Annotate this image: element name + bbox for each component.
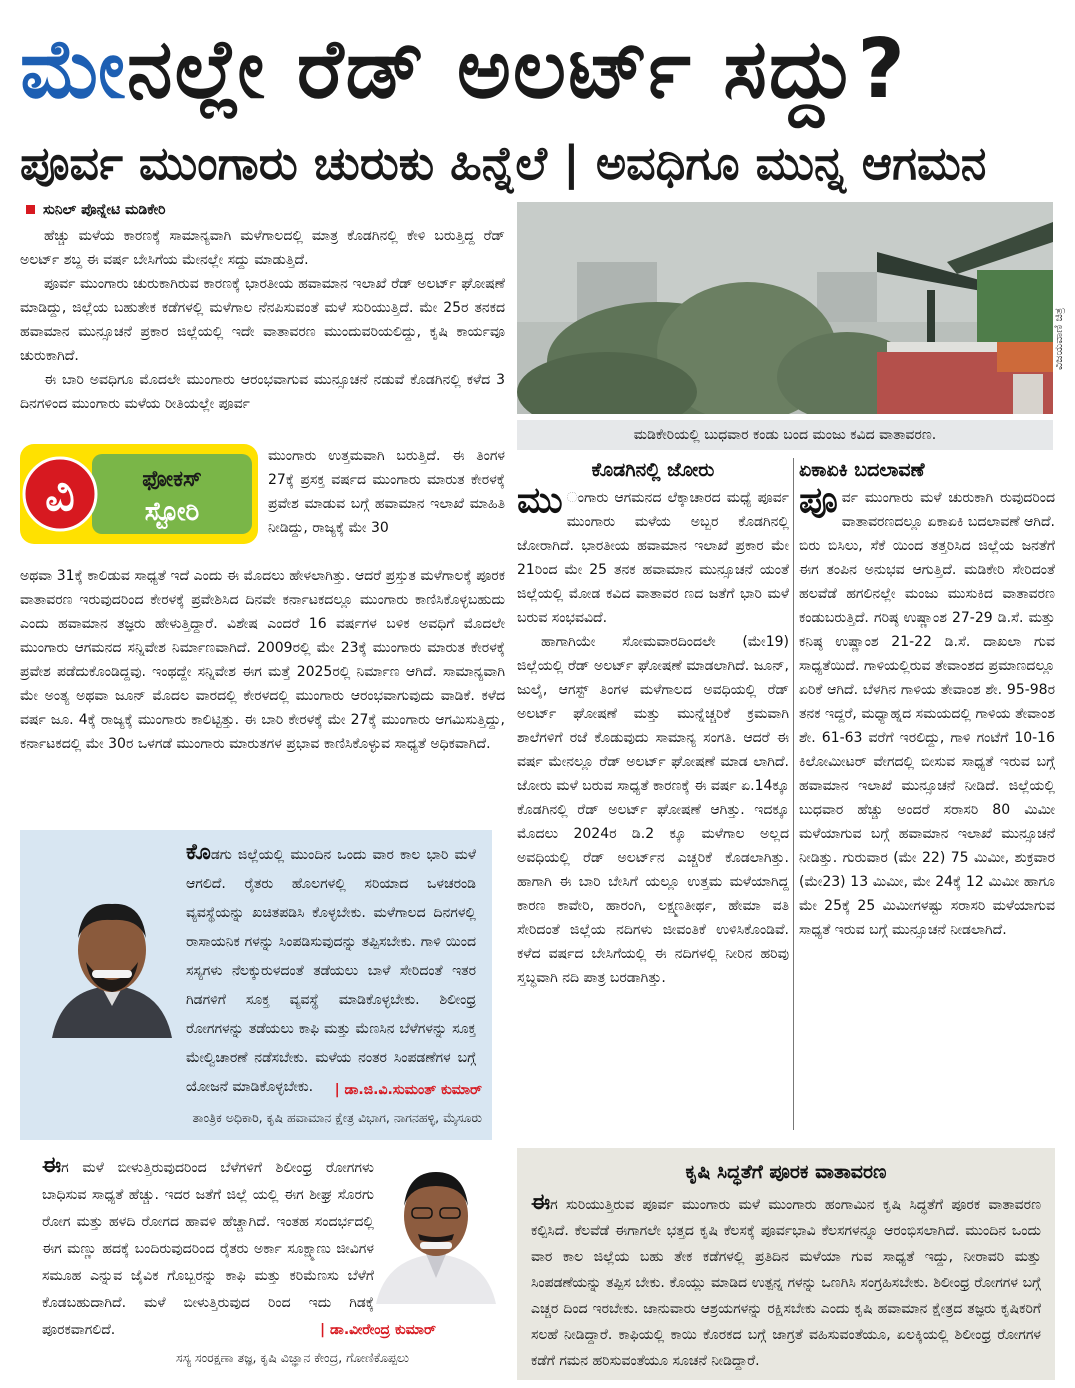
- expert-text-1: [36, 838, 476, 1102]
- byline-text: ಸುನಿಲ್ ಪೊನ್ನೇಟಿ ಮಡಿಕೇರಿ: [43, 202, 166, 218]
- agri-paragraph: ಗ ಸುರಿಯುತ್ತಿರುವ ಪೂರ್ವ ಮುಂಗಾರು ಮಳೆ ಮುಂಗಾರು ಹಂಗಾಮಿನ ಕೃಷಿ ಸಿದ್ಧತೆಗೆ ಪೂರಕ ವಾತಾವರಣ ಕಲ್ಪಿಸಿದೆ. ಕೆಲವೆಡೆ ಈಗಾಗಲೇ ಭತ್ತದ ಕೃಷಿ ಕೆಲಸಕ್ಕೆ ಪೂರ್ವಭಾವಿ ಕೆಲಸಗಳನ್ನೂ ಆರಂಭಿಸಲಾಗಿದೆ. ಮುಂದಿನ ಒಂದು ವಾರ ಕಾಲ ಜಿಲ್ಲೆಯ ಬಹು ತೇಕ ಕಡೆಗಳಲ್ಲಿ ಪ್ರತಿದಿನ ಮಳೆಯಾ ಗುವ ಸಾಧ್ಯತೆ ಇದ್ದು, ನೀರಾವರಿ ಮತ್ತು ಸಿಂಪಡಣೆಯನ್ನು ತಪ್ಪಿಸ ಬೇಕು. ಕೊಯ್ಲು ಮಾಡಿದ ಉತ್ಪನ್ನ ಗಳನ್ನು ಒಣಗಿಸಿ ಸಂಗ್ರಹಿಸಬೇಕು. ಶಿಲೀಂಧ್ರ ರೋಗಗಳ ಬಗ್ಗೆ ಎಚ್ಚರ ದಿಂದ ಇರಬೇಕು. ಜಾನುವಾರು ಆಶ್ರಯಗಳನ್ನು ರಕ್ಷಿಸಬೇಕು ಎಂದು ಕೃಷಿ ಹವಾಮಾನ ಕ್ಷೇತ್ರದ ತಜ್ಞರು ಕೃಷಿಕರಿಗೆ ಸಲಹೆ ನೀಡಿದ್ದಾರೆ. ಕಾಫಿಯಲ್ಲಿ ಕಾಯಿ ಕೊರಕದ ಬಗ್ಗೆ ಜಾಗ್ರತೆ ವಹಿಸುವಂತೆಯೂ, ಏಲಕ್ಕಿಯಲ್ಲಿ ಶಿಲೀಂಧ್ರ ರೋಗಗಳ ಕಡೆಗೆ ಗಮನ ಹರಿಸುವಂತೆಯೂ ಸೂಚನೆ ನೀಡಿದ್ದಾರೆ.: [531, 1197, 1041, 1369]
- expert-box-2: [20, 1148, 500, 1380]
- main-article-top: [20, 224, 505, 416]
- drop-cap: ಮು: [517, 480, 563, 521]
- agri-text: [517, 1188, 1055, 1374]
- headline-highlight: ಮೇ: [20, 22, 127, 117]
- photo-caption: ಮಡಿಕೇರಿಯಲ್ಲಿ ಬುಧವಾರ ಕಂಡು ಬಂದ ಮಂಜು ಕವಿದ ವಾತಾವರಣ.: [517, 420, 1053, 450]
- byline: [26, 202, 166, 218]
- focus-story-badge: [20, 444, 258, 544]
- lead-letter: ಈ: [531, 1190, 551, 1215]
- article-column-kodagu: [517, 456, 789, 990]
- lead-letter: ಕೊ: [186, 840, 211, 865]
- main-paragraph: ಮುಂಗಾರು ಉತ್ತಮವಾಗಿ ಬರುತ್ತಿದೆ. ಈ ತಿಂಗಳ 27ಕ್ಕೆ ಪ್ರಸಕ್ತ ವರ್ಷದ ಮುಂಗಾರು ಮಾರುತ ಕೇರಳಕ್ಕೆ ಪ್ರವೇಶ ಮಾಡುವ ಬಗ್ಗೆ ಹವಾಮಾನ ಇಲಾಖೆ ಮಾಹಿತಿ ನೀಡಿದ್ದು, ರಾಜ್ಯಕ್ಕೆ ಮೇ 30: [268, 448, 505, 536]
- lead-letter: ಈ: [42, 1153, 62, 1178]
- person-portrait: [372, 1154, 500, 1304]
- photo-illustration: [517, 202, 1053, 414]
- expert-advice: ಗ ಮಳೆ ಬೀಳುತ್ತಿರುವುದರಿಂದ ಬೆಳೆಗಳಿಗೆ ಶಿಲೀಂಧ್ರ ರೋಗಗಳು ಬಾಧಿಸುವ ಸಾಧ್ಯತೆ ಹೆಚ್ಚು. ಇದರ ಜತೆಗೆ ಜಿಲ್ಲೆ ಯಲ್ಲಿ ಈಗ ಶೀಘ್ರ ಸೊರಗು ರೋಗ ಮತ್ತು ಹಳದಿ ರೋಗದ ಹಾವಳಿ ಹೆಚ್ಚಾಗಿದೆ. ಇಂತಹ ಸಂದರ್ಭದಲ್ಲಿ ಈಗ ಮಣ್ಣು ಹದಕ್ಕೆ ಬಂದಿರುವುದರಿಂದ ರೈತರು ಅರ್ಕಾ ಸೂಕ್ಷ್ಮಾಣು ಜೀವಿಗಳ ಸಮೂಹ ಎನ್ನುವ ಜೈವಿಕ ಗೊಬ್ಬರನ್ನು ಕಾಫಿ ಮತ್ತು ಕರಿಮೆಣಸು ಬೆಳೆಗೆ ಕೊಡಬಹುದಾಗಿದೆ. ಮಳೆ ಬೀಳುತ್ತಿರುವುದ ರಿಂದ ಇದು ಗಿಡಕ್ಕೆ ಪೂರಕವಾಗಲಿದೆ.: [42, 1160, 374, 1338]
- agri-heading: ಕೃಷಿ ಸಿದ್ಧತೆಗೆ ಪೂರಕ ವಾತಾವರಣ: [685, 1161, 887, 1183]
- expert-advice: ಡಗು ಜಿಲ್ಲೆಯಲ್ಲಿ ಮುಂದಿನ ಒಂದು ವಾರ ಕಾಲ ಭಾರಿ ಮಳೆ ಆಗಲಿದೆ. ರೈತರು ಹೊಲಗಳಲ್ಲಿ ಸರಿಯಾದ ಒಳಚರಂಡಿ ವ್ಯವಸ್ಥೆಯನ್ನು ಖಚಿತಪಡಿಸಿ ಕೊಳ್ಳಬೇಕು. ಮಳೆಗಾಲದ ದಿನಗಳಲ್ಲಿ ರಾಸಾಯನಿಕ ಗಳನ್ನು ಸಿಂಪಡಿಸುವುದನ್ನು ತಪ್ಪಿಸಬೇಕು. ಗಾಳಿ ಯಿಂದ ಸಸ್ಯಗಳು ನೆಲಕ್ಕುರುಳದಂತೆ ತಡೆಯಲು ಬಾಳೆ ಸೇರಿದಂತೆ ಇತರ ಗಿಡಗಳಿಗೆ ಸೂಕ್ತ ವ್ಯವಸ್ಥೆ ಮಾಡಿಕೊಳ್ಳಬೇಕು. ಶಿಲೀಂಧ್ರ ರೋಗಗಳನ್ನು ತಡೆಯಲು ಕಾಫಿ ಮತ್ತು ಮೆಣಸಿನ ಬೆಳೆಗಳನ್ನು ಸೂಕ್ತ ಮೇಲ್ವಿಚಾರಣೆ ನಡೆಸಬೇಕು. ಮಳೆಯ ನಂತರ ಸಿಂಪಡಣೆಗಳ ಬಗ್ಗೆ ಯೋಜನೆ ಮಾಡಿಕೊಳ್ಳಬೇಕು.: [186, 847, 476, 1095]
- red-square-icon: [26, 205, 35, 214]
- column-heading: ಏಕಾಏಕಿ ಬದಲಾವಣೆ: [799, 459, 925, 481]
- column-text: ಹಾಗಾಗಿಯೇ ಸೋಮವಾರದಿಂದಲೇ (ಮೇ19) ಜಿಲ್ಲೆಯಲ್ಲಿ ರೆಡ್ ಅಲರ್ಟ್ ಘೋಷಣೆ ಮಾಡಲಾಗಿದೆ. ಜೂನ್, ಜುಲೈ, ಆಗಸ್ಟ್ ತಿಂಗಳ ಮಳೆಗಾಲದ ಅವಧಿಯಲ್ಲಿ ರೆಡ್ ಅಲರ್ಟ್ ಘೋಷಣೆ ಮತ್ತು ಮುನ್ನೆಚ್ಚರಿಕೆ ಕ್ರಮವಾಗಿ ಶಾಲೆಗಳಿಗೆ ರಜೆ ಕೊಡುವುದು ಸಾಮಾನ್ಯ ಸಂಗತಿ. ಆದರೆ ಈ ವರ್ಷ ಮೇನಲ್ಲೂ ರೆಡ್ ಅಲರ್ಟ್ ಘೋಷಣೆ ಮಾಡ ಲಾಗಿದೆ. ಜೋರು ಮಳೆ ಬರುವ ಸಾಧ್ಯತೆ ಕಾರಣಕ್ಕೆ ಈ ವರ್ಷ ಏ.14ಕ್ಕೂ ಕೊಡಗಿನಲ್ಲಿ ರೆಡ್ ಅಲರ್ಟ್ ಘೋಷಣೆ ಆಗಿತ್ತು. ಇದಕ್ಕೂ ಮೊದಲು 2024ರ ಡಿ.2 ಕ್ಕೂ ಮಳೆಗಾಲ ಅಲ್ಲದ ಅವಧಿಯಲ್ಲಿ ರೆಡ್ ಅಲರ್ಟ್‌ನ ಎಚ್ಚರಿಕೆ ಕೊಡಲಾಗಿತ್ತು. ಹಾಗಾಗಿ ಈ ಬಾರಿ ಬೇಸಿಗೆ ಯಲ್ಲೂ ಉತ್ತಮ ಮಳೆಯಾಗಿದ್ದ ಕಾರಣ ಕಾವೇರಿ, ಹಾರಂಗಿ, ಲಕ್ಷ್ಮಣತೀರ್ಥ, ಹೇಮಾ ವತಿ ಸೇರಿದಂತೆ ಜಿಲ್ಲೆಯ ನದಿಗಳು ಜೀವಂತಿಕೆ ಉಳಿಸಿಕೊಂಡಿವೆ. ಕಳೆದ ವರ್ಷದ ಬೇಸಿಗೆಯಲ್ಲಿ ಈ ನದಿಗಳಲ್ಲಿ ನೀರಿನ ಹರಿವು ಸ್ತಬ್ಧವಾಗಿ ನದಿ ಪಾತ್ರ ಬರಡಾಗಿತ್ತು.: [517, 634, 789, 986]
- subheadline: ಪೂರ್ವ ಮುಂಗಾರು ಚುರುಕು ಹಿನ್ನೆಲೆ | ಅವಧಿಗೂ ಮುನ್ನ ಆಗಮನ: [20, 136, 987, 190]
- column-heading: ಕೊಡಗಿನಲ್ಲಿ ಜೋರು: [591, 459, 715, 481]
- agri-box: [517, 1148, 1055, 1380]
- column-text: ಂಗಾರು ಆಗಮನದ ಲೆಕ್ಕಾಚಾರದ ಮಧ್ಯೆ ಪೂರ್ವ ಮುಂಗಾರು ಮಳೆಯ ಅಬ್ಬರ ಕೊಡಗಿನಲ್ಲಿ ಜೋರಾಗಿದೆ. ಭಾರತೀಯ ಹವಾಮಾನ ಇಲಾಖೆ ಪ್ರಕಾರ ಮೇ 21ರಿಂದ ಮೇ 25 ತನಕ ಹವಾಮಾನ ಮುನ್ಸೂಚನೆ ಯಂತೆ ಜಿಲ್ಲೆಯಲ್ಲಿ ಮೋಡ ಕವಿದ ವಾತಾವರ ಣದ ಜತೆಗೆ ಭಾರಿ ಮಳೆ ಬರುವ ಸಂಭವವಿದೆ.: [517, 490, 789, 626]
- misty-town-photo: [517, 202, 1053, 414]
- column-text: ರ್ವ ಮುಂಗಾರು ಮಳೆ ಚುರುಕಾಗಿ ರುವುದರಿಂದ ವಾತಾವರಣದಲ್ಲೂ ಏಕಾಏಕಿ ಬದಲಾವಣೆ ಆಗಿದೆ. ಬಿರು ಬಿಸಿಲು, ಸೆಕೆ ಯಿಂದ ತತ್ತರಿಸಿದ ಜಿಲ್ಲೆಯ ಜನತೆಗೆ ಈಗ ತಂಪಿನ ಅನುಭವ ಆಗುತ್ತಿದೆ. ಮಡಿಕೇರಿ ಸೇರಿದಂತೆ ಹಲವೆಡೆ ಹಗಲಿನಲ್ಲೇ ಮಂಜು ಮುಸುಕಿದ ವಾತಾವರಣ ಕಂಡುಬರುತ್ತಿದೆ. ಗರಿಷ್ಠ ಉಷ್ಣಾಂಶ 27-29 ಡಿ.ಸೆ. ಮತ್ತು ಕನಿಷ್ಠ ಉಷ್ಣಾಂಶ 21-22 ಡಿ.ಸೆ. ದಾಖಲಾ ಗುವ ಸಾಧ್ಯತೆಯಿದೆ. ಗಾಳಿಯಲ್ಲಿರುವ ತೇವಾಂಶದ ಪ್ರಮಾಣದಲ್ಲೂ ಏರಿಕೆ ಆಗಿದೆ. ಬೆಳಗಿನ ಗಾಳಿಯ ತೇವಾಂಶ ಶೇ. 95-98ರ ತನಕ ಇದ್ದರೆ, ಮಧ್ಯಾಹ್ನದ ಸಮಯದಲ್ಲಿ ಗಾಳಿಯ ತೇವಾಂಶ ಶೇ. 61-63 ವರೆಗೆ ಇರಲಿದ್ದು, ಗಾಳಿ ಗಂಟೆಗೆ 10-16 ಕಿಲೋಮೀಟರ್ ವೇಗದಲ್ಲಿ ಬೀಸುವ ಸಾಧ್ಯತೆ ಇರುವ ಬಗ್ಗೆ ಹವಾಮಾನ ಇಲಾಖೆ ಮುನ್ಸೂಚನೆ ನೀಡಿದೆ. ಜಿಲ್ಲೆಯಲ್ಲಿ ಬುಧವಾರ ಹೆಚ್ಚು ಅಂದರೆ ಸರಾಸರಿ 80 ಮಿಮೀ ಮಳೆಯಾಗುವ ಬಗ್ಗೆ ಹವಾಮಾನ ಇಲಾಖೆ ಮುನ್ಸೂಚನೆ ನೀಡಿತ್ತು. ಗುರುವಾರ (ಮೇ 22) 75 ಮಿಮೀ, ಶುಕ್ರವಾರ (ಮೇ23) 13 ಮಿಮೀ, ಮೇ 24ಕ್ಕೆ 12 ಮಿಮೀ ಹಾಗೂ ಮೇ 25ಕ್ಕೆ 25 ಮಿಮೀಗಳಷ್ಟು ಸರಾಸರಿ ಮಳೆಯಾಗುವ ಸಾಧ್ಯತೆ ಇರುವ ಬಗ್ಗೆ ಮುನ್ಸೂಚನೆ ನೀಡಲಾಗಿದೆ.: [799, 490, 1055, 938]
- main-paragraph: ಹೆಚ್ಚು ಮಳೆಯ ಕಾರಣಕ್ಕೆ ಸಾಮಾನ್ಯವಾಗಿ ಮಳೆಗಾಲದಲ್ಲಿ ಮಾತ್ರ ಕೊಡಗಿನಲ್ಲಿ ಕೇಳಿ ಬರುತ್ತಿದ್ದ ರೆಡ್ ಅಲರ್ಟ್ ಶಬ್ದ ಈ ವರ್ಷ ಬೇಸಿಗೆಯ ಮೇನಲ್ಲೇ ಸದ್ದು ಮಾಡುತ್ತಿದೆ.: [20, 228, 505, 268]
- main-article-continued: [20, 564, 505, 756]
- expert-role-2: ಸಸ್ಯ ಸಂರಕ್ಷಣಾ ತಜ್ಞ, ಕೃಷಿ ವಿಜ್ಞಾನ ಕೇಂದ್ರ, ಗೋಣಿಕೊಪ್ಪಲು: [176, 1350, 409, 1365]
- drop-cap: ಪೂ: [799, 480, 838, 521]
- headline: [20, 14, 1060, 126]
- expert-role-1: ತಾಂತ್ರಿಕ ಅಧಿಕಾರಿ, ಕೃಷಿ ಹವಾಮಾನ ಕ್ಷೇತ್ರ ವಿಭಾಗ, ನಾಗನಹಳ್ಳಿ, ಮೈಸೂರು: [192, 1110, 482, 1125]
- headline-rest: ನಲ್ಲೇ ರೆಡ್ ಅಲರ್ಟ್ ಸದ್ದು?: [126, 22, 907, 117]
- main-paragraph: ಈ ಬಾರಿ ಅವಧಿಗೂ ಮೊದಲೇ ಮುಂಗಾರು ಆರಂಭವಾಗುವ ಮುನ್ಸೂಚನೆ ನಡುವೆ ಕೊಡಗಿನಲ್ಲಿ ಕಳೆದ 3 ದಿನಗಳಿಂದ ಮುಂಗಾರು ಮಳೆಯ ರೀತಿಯಲ್ಲೇ ಪೂರ್ವ: [20, 372, 505, 412]
- main-paragraph: ಅಥವಾ 31ಕ್ಕೆ ಕಾಲಿಡುವ ಸಾಧ್ಯತೆ ಇದೆ ಎಂದು ಈ ಮೊದಲು ಹೇಳಲಾಗಿತ್ತು. ಆದರೆ ಪ್ರಸ್ತುತ ಮಳೆಗಾಲಕ್ಕೆ ಪೂರಕ ವಾತಾವರಣ ಇರುವುದರಿಂದ ಕೇರಳಕ್ಕೆ ಪ್ರವೇಶಿಸಿದ ದಿನವೇ ಕರ್ನಾಟಕದಲ್ಲೂ ಮುಂಗಾರು ಕಾಣಿಸಿಕೊಳ್ಳಬಹುದು ಎಂದು ಹವಾಮಾನ ತಜ್ಞರು ಹೇಳುತ್ತಿದ್ದಾರೆ. ವಿಶೇಷ ಎಂದರೆ 16 ವರ್ಷಗಳ ಬಳಿಕ ಅವಧಿಗೆ ಮೊದಲೇ ಮುಂಗಾರು ಆಗಮನದ ಸನ್ನಿವೇಶ ನಿರ್ಮಾಣವಾಗಿದೆ. 2009ರಲ್ಲಿ ಮೇ 23ಕ್ಕೆ ಮುಂಗಾರು ಮಾರುತ ಕೇರಳಕ್ಕೆ ಪ್ರವೇಶ ಪಡೆದುಕೊಂಡಿದ್ದವು. ಇಂಥದ್ದೇ ಸನ್ನಿವೇಶ ಈಗ ಮತ್ತೆ 2025ರಲ್ಲಿ ನಿರ್ಮಾಣ ಆಗಿದೆ. ಸಾಮಾನ್ಯವಾಗಿ ಮೇ ಅಂತ್ಯ ಅಥವಾ ಜೂನ್ ಮೊದಲ ವಾರದಲ್ಲಿ ಕೇರಳದಲ್ಲಿ ಮುಂಗಾರು ಆರಂಭವಾಗುವುದು ವಾಡಿಕೆ. ಕಳೆದ ವರ್ಷ ಜೂ. 4ಕ್ಕೆ ರಾಜ್ಯಕ್ಕೆ ಮುಂಗಾರು ಕಾಲಿಟ್ಟಿತ್ತು. ಈ ಬಾರಿ ಕೇರಳಕ್ಕೆ ಮೇ 27ಕ್ಕೆ ಮುಂಗಾರು ಆಗಮಿಸುತ್ತಿದ್ದು, ಕರ್ನಾಟಕದಲ್ಲಿ ಮೇ 30ರ ಒಳಗಡೆ ಮುಂಗಾರು ಮಾರುತಗಳ ಪ್ರಭಾವ ಕಾಣಿಸಿಕೊಳ್ಳುವ ಸಾಧ್ಯತೆ ಅಧಿಕವಾಗಿದೆ.: [20, 568, 505, 752]
- expert-name-1: | ಡಾ.ಜಿ.ವಿ.ಸುಮಂತ್ ಕುಮಾರ್: [334, 1082, 482, 1098]
- main-article-beside-badge: [268, 444, 505, 540]
- main-paragraph: ಪೂರ್ವ ಮುಂಗಾರು ಚುರುಕಾಗಿರುವ ಕಾರಣಕ್ಕೆ ಭಾರತೀಯ ಹವಾಮಾನ ಇಲಾಖೆ ರೆಡ್ ಅಲರ್ಟ್ ಘೋಷಣೆ ಮಾಡಿದ್ದು, ಜಿಲ್ಲೆಯ ಬಹುತೇಕ ಕಡೆಗಳಲ್ಲಿ ಮಳೆಗಾಲ ನೆನಪಿಸುವಂತೆ ಮಳೆ ಸುರಿಯುತ್ತಿದೆ. ಮೇ 25ರ ತನಕದ ಹವಾಮಾನ ಮುನ್ಸೂಚನೆ ಪ್ರಕಾರ ಜಿಲ್ಲೆಯಲ್ಲಿ ಇದೇ ವಾತಾವರಣ ಮುಂದುವರಿಯಲಿದ್ದು, ಕೃಷಿ ಕಾರ್ಯವೂ ಚುರುಕಾಗಿದೆ.: [20, 276, 505, 364]
- badge-letter: ವಿ: [45, 467, 75, 521]
- expert-text-2: [42, 1152, 374, 1344]
- article-column-change: [799, 456, 1055, 942]
- expert-photo-2: [372, 1154, 500, 1304]
- expert-name-2: | ಡಾ.ವೀರೇಂದ್ರ ಕುಮಾರ್: [320, 1322, 436, 1338]
- photo-spacer: [36, 890, 186, 1090]
- badge-graphic: [20, 444, 258, 544]
- photo-credit: ವಿಜಯವಾಣಿ ಚಿತ್ರ: [1052, 307, 1065, 370]
- expert-box-1: [20, 830, 492, 1140]
- badge-line2: ಸ್ಟೋರಿ: [144, 497, 200, 527]
- badge-line1: ಫೋಕಸ್: [142, 467, 202, 492]
- column-divider: [793, 458, 794, 1130]
